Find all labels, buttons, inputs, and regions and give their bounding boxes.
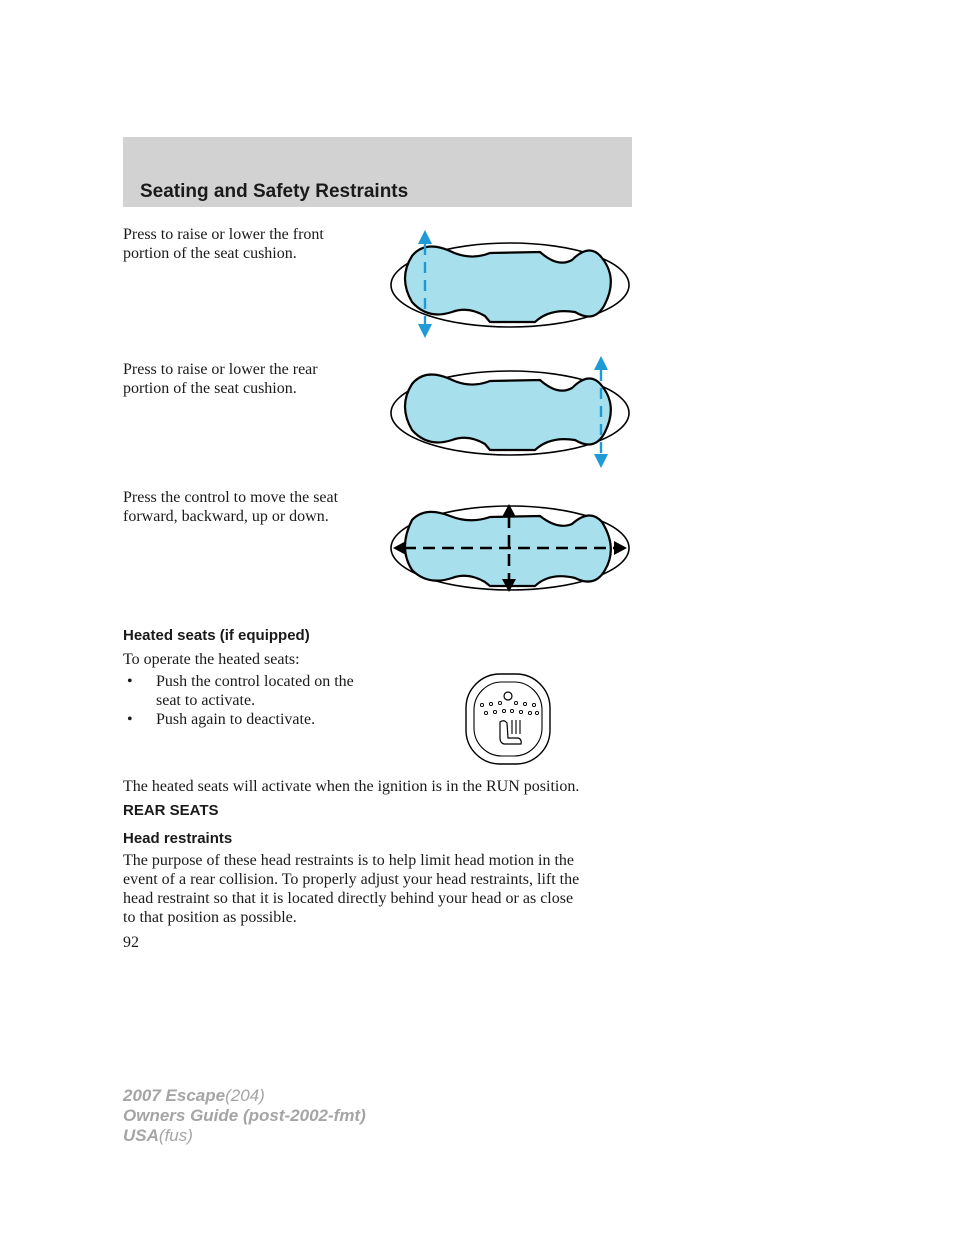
heated-seats-step-2: Push again to deactivate. — [156, 711, 316, 728]
seat-move-control-illustration — [390, 500, 632, 596]
heated-seats-note: The heated seats will activate when the ignition is in the RUN position. — [123, 778, 580, 795]
bullet-icon: • — [127, 673, 133, 690]
front-cushion-control-illustration — [390, 228, 632, 340]
rear-seats-heading: REAR SEATS — [123, 802, 219, 819]
section-title: Seating and Safety Restraints — [140, 181, 409, 202]
move-seat-text: Press the control to move the seat forward, backward, up or down. — [123, 489, 339, 525]
footer-model-code: (204) — [225, 1086, 265, 1105]
footer-guide: Owners Guide (post-2002-fmt) — [123, 1106, 366, 1125]
heated-seats-intro: To operate the heated seats: — [123, 651, 300, 668]
head-restraints-body: The purpose of these head restraints is to help limit head motion in the event of a rear collision. To properly adjust your head restraints, lift the head restraint so that it is located directly behind your head or as close to that position as possible. — [123, 852, 580, 926]
rear-cushion-text: Press to raise or lower the rear portion of the seat cushion. — [123, 361, 318, 397]
front-cushion-text: Press to raise or lower the front portion of the seat cushion. — [123, 226, 324, 262]
heated-seats-step-1: Push the control located on the seat to activate. — [156, 673, 354, 709]
heated-seat-button-icon — [464, 672, 552, 766]
footer-market-code: (fus) — [158, 1126, 193, 1145]
head-restraints-heading: Head restraints — [123, 830, 233, 847]
heated-seats-heading: Heated seats (if equipped) — [123, 627, 310, 644]
rear-cushion-control-illustration — [390, 354, 632, 470]
bullet-icon: • — [127, 711, 133, 728]
footer-model: 2007 Escape — [123, 1086, 226, 1105]
footer-market: USA — [123, 1126, 159, 1145]
document-footer — [123, 1086, 366, 1146]
page-number: 92 — [123, 934, 139, 951]
